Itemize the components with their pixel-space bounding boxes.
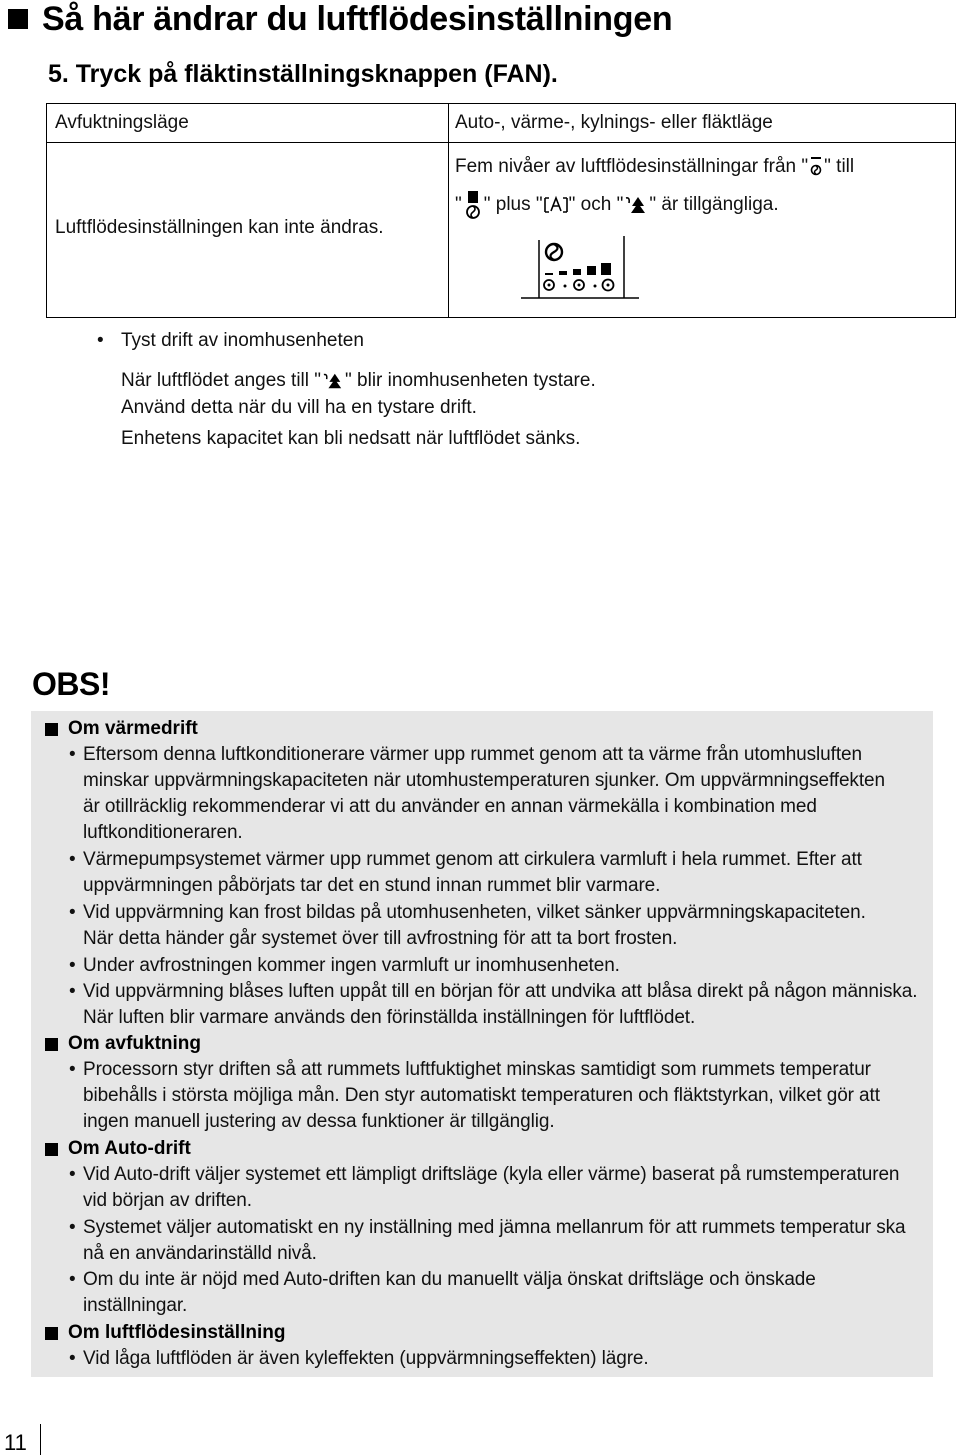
note-heading-airflow — [45, 1322, 285, 1344]
note-heading-text: Om Auto-drift — [68, 1138, 191, 1159]
note-bullet: • — [69, 902, 76, 923]
note-heading-text: Om avfuktning — [68, 1033, 202, 1054]
fan-lowest-icon — [808, 156, 824, 178]
mode-table — [46, 103, 956, 318]
quiet-title: Tyst drift av inomhusenheten — [121, 330, 364, 351]
table-header-dehumidify: Avfuktningsläge — [55, 112, 189, 133]
note-line: uppvärmningen påbörjats tar det en stund innan rummet blir varmare. — [83, 875, 661, 896]
note-line: inställningar. — [83, 1295, 188, 1316]
right-line1-text-b: " till — [824, 156, 855, 177]
quiet-line3: Enhetens kapacitet kan bli nedsatt när luftflödet sänks. — [121, 428, 581, 449]
right-line2-text-c: " och " — [568, 194, 624, 215]
table-divider-vertical — [448, 104, 449, 317]
note-line: minskar uppvärmningskapaciteten när utomhustemperaturen sjunker. Om uppvärmningseffekten — [83, 770, 885, 791]
note-bullet: • — [69, 1217, 76, 1238]
note-line: Processorn styr driften så att rummets luftfuktighet minskas samtidigt som rummets temperatur — [83, 1059, 871, 1080]
right-line1-text-a: Fem nivåer av luftflödesinställningar från " — [455, 156, 809, 177]
note-line: Eftersom denna luftkonditionerare värmer upp rummet genom att ta värme från utomhusluften — [83, 744, 862, 765]
right-line2-text-d: " är tillgängliga. — [649, 194, 779, 215]
note-line: När detta händer går systemet över till avfrostning för att ta bort frosten. — [83, 928, 678, 949]
note-line: Vid Auto-drift väljer systemet ett lämpligt driftsläge (kyla eller värme) baserat på rumstemperaturen — [83, 1164, 900, 1185]
note-heading-heating — [45, 718, 198, 740]
quiet-line1-text-a: När luftflödet anges till " — [121, 370, 322, 391]
note-line: Under avfrostningen kommer ingen varmluft ur inomhusenheten. — [83, 955, 620, 976]
note-bullet: • — [69, 1164, 76, 1185]
note-bullet: • — [69, 981, 76, 1002]
notes-box — [31, 711, 933, 1377]
fan-level-indicator-icon — [521, 236, 643, 300]
note-heading-auto — [45, 1138, 191, 1160]
quiet-line1 — [121, 370, 596, 392]
table-left-body: Luftflödesinställningen kan inte ändras. — [55, 217, 384, 238]
obs-heading: OBS! — [32, 666, 110, 702]
note-line: När luften blir varmare används den förinställda inställningen för luftflödet. — [83, 1007, 696, 1028]
table-right-line2 — [455, 190, 779, 220]
quiet-line1-text-b: " blir inomhusenheten tystare. — [345, 370, 596, 391]
note-square-bullet — [45, 723, 58, 736]
note-bullet: • — [69, 1348, 76, 1369]
note-line: nå en användarinställd nivå. — [83, 1243, 317, 1264]
quiet-bullet: • — [97, 330, 104, 351]
table-header-auto-modes: Auto-, värme-, kylnings- eller fläktläge — [455, 112, 773, 133]
note-line: Vid uppvärmning blåses luften uppåt till en början för att undvika att blåsa direkt på någon människa. — [83, 981, 918, 1002]
page-heading — [8, 0, 672, 38]
note-line: Vid uppvärmning kan frost bildas på utomhusenheten, vilket sänker uppvärmningskapaciteten. — [83, 902, 866, 923]
note-line: är otillräcklig rekommenderar vi att du använder en annan värmekälla i kombination med — [83, 796, 817, 817]
note-line: vid början av driften. — [83, 1190, 252, 1211]
heading-square-bullet — [8, 9, 28, 29]
note-bullet: • — [69, 744, 76, 765]
step-instruction: 5. Tryck på fläktinställningsknappen (FAN). — [48, 60, 558, 88]
right-line2-text-a: " — [455, 194, 462, 215]
note-line: Systemet väljer automatiskt en ny inställning med jämna mellanrum för att rummets temperatur ska — [83, 1217, 906, 1238]
note-line: Värmepumpsystemet värmer upp rummet genom att cirkulera varmluft i hela rummet. Efter att — [83, 849, 862, 870]
note-bullet: • — [69, 849, 76, 870]
quiet-line2: Använd detta när du vill ha en tystare drift. — [121, 397, 477, 418]
note-line: luftkonditioneraren. — [83, 822, 243, 843]
heading-title: Så här ändrar du luftflödesinställningen — [42, 0, 673, 38]
auto-fan-icon — [543, 194, 569, 216]
note-line: ingen manuell justering av dessa funktioner är tillgänglig. — [83, 1111, 555, 1132]
right-line2-text-b: " plus " — [483, 194, 543, 215]
table-divider-horizontal — [47, 142, 955, 143]
table-right-line1 — [455, 156, 854, 178]
note-heading-dehumidify — [45, 1033, 201, 1055]
note-heading-text: Om värmedrift — [68, 718, 198, 739]
note-line: Vid låga luftflöden är även kyleffekten (uppvärmningseffekten) lägre. — [83, 1348, 649, 1369]
note-heading-text: Om luftflödesinställning — [68, 1322, 286, 1343]
note-line: Om du inte är nöjd med Auto-driften kan du manuellt välja önskat driftsläge och önskade — [83, 1269, 816, 1290]
note-line: bibehålls i största möjliga mån. Den styr automatiskt temperaturen och fläktstyrkan, vilket gör att — [83, 1085, 880, 1106]
quiet-fan-icon-inline — [321, 371, 345, 391]
note-square-bullet — [45, 1327, 58, 1340]
page-number: 11 — [4, 1430, 27, 1455]
note-square-bullet — [45, 1143, 58, 1156]
note-bullet: • — [69, 1059, 76, 1080]
note-bullet: • — [69, 1269, 76, 1290]
page-number-divider — [40, 1424, 41, 1455]
quiet-fan-icon — [623, 194, 649, 216]
fan-highest-icon — [462, 190, 484, 220]
note-bullet: • — [69, 955, 76, 976]
note-square-bullet — [45, 1038, 58, 1051]
